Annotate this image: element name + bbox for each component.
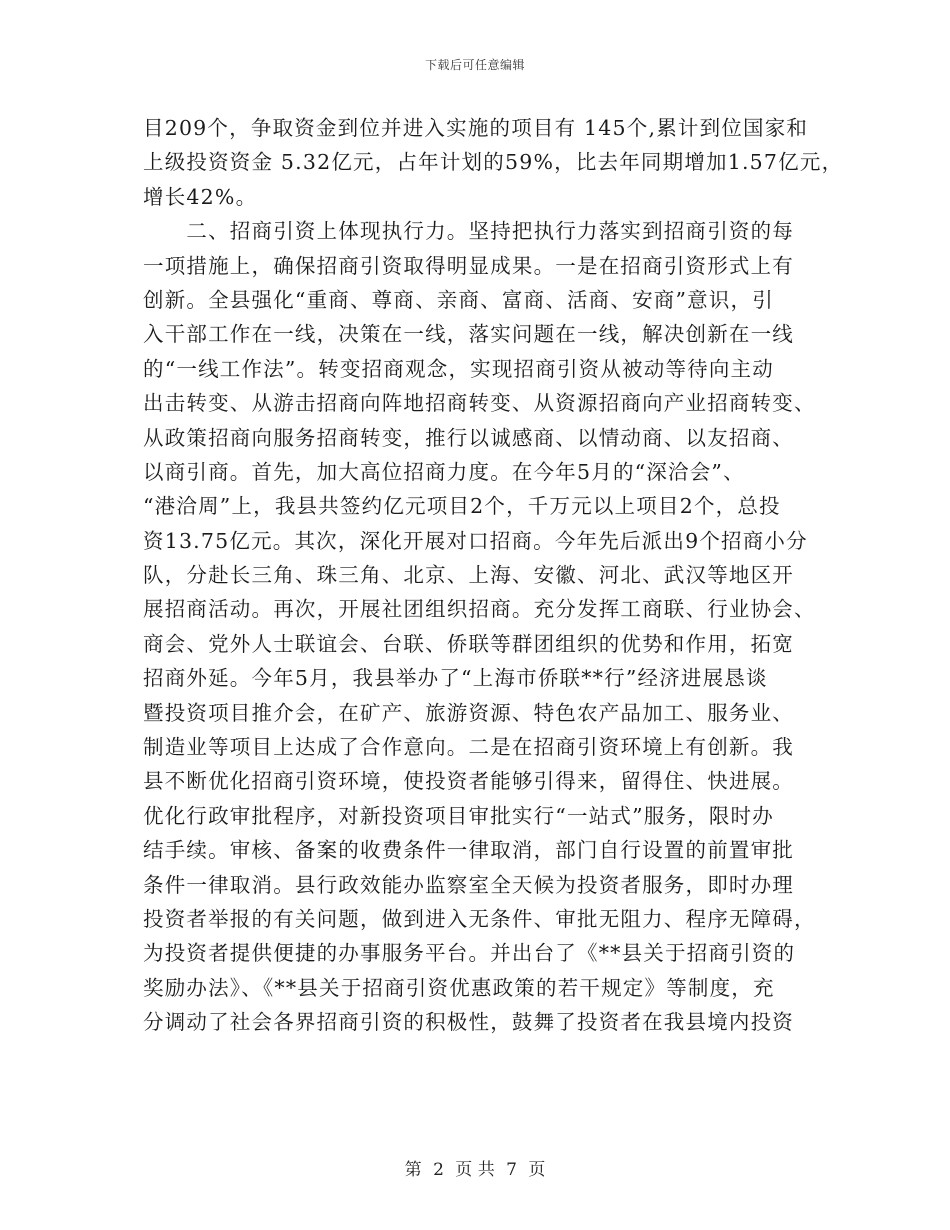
body-line: 优化行政审批程序，对新投资项目审批实行“一站式”服务，限时办 bbox=[143, 803, 774, 828]
body-line: 的“一线工作法”。转变招商观念，实现招商引资从被动等待向主动 bbox=[143, 356, 774, 381]
body-line: 创新。全县强化“重商、尊商、亲商、富商、活商、安商”意识，引 bbox=[143, 287, 774, 312]
body-line: 以商引商。首先，加大高位招商力度。在今年5月的“深洽会”、 bbox=[143, 459, 745, 484]
body-line: 奖励办法》、《**县关于招商引资优惠政策的若干规定》等制度，充 bbox=[143, 975, 775, 1000]
page-footer-suffix: 页 bbox=[528, 1160, 546, 1180]
page-footer-middle: 页 共 bbox=[455, 1160, 495, 1180]
page-footer bbox=[0, 1155, 950, 1180]
document-body bbox=[143, 111, 844, 1040]
total-page-count: 7 bbox=[506, 1160, 517, 1180]
current-page-number: 2 bbox=[433, 1160, 444, 1180]
body-line: 为投资者提供便捷的办事服务平台。并出台了《**县关于招商引资的 bbox=[143, 941, 796, 966]
body-line: 资13.75亿元。其次，深化开展对口招商。今年先后派出9个招商小分 bbox=[143, 528, 808, 553]
body-line: 投资者举报的有关问题，做到进入无条件、审批无阻力、程序无障碍， bbox=[143, 906, 816, 931]
body-line: 入干部工作在一线，决策在一线，落实问题在一线，解决创新在一线 bbox=[143, 322, 794, 347]
body-line: 一项措施上，确保招商引资取得明显成果。一是在招商引资形式上有 bbox=[143, 253, 794, 278]
body-line: 增长42%。 bbox=[143, 184, 258, 209]
body-line: 二、招商引资上体现执行力。坚持把执行力落实到招商引资的每 bbox=[143, 219, 794, 244]
body-line: “港洽周”上，我县共签约亿元项目2个，千万元以上项目2个，总投 bbox=[143, 494, 781, 519]
body-line: 县不断优化招商引资环境，使投资者能够引得来，留得住、快进展。 bbox=[143, 769, 794, 794]
body-line: 招商外延。今年5月，我县举办了“上海市侨联**行”经济进展恳谈 bbox=[143, 666, 768, 691]
body-line: 出击转变、从游击招商向阵地招商转变、从资源招商向产业招商转变、 bbox=[143, 391, 816, 416]
body-line: 商会、党外人士联谊会、台联、侨联等群团组织的优势和作用，拓宽 bbox=[143, 631, 794, 656]
body-line: 目209个，争取资金到位并进入实施的项目有 145个,累计到位国家和 bbox=[143, 116, 809, 140]
body-line: 结手续。审核、备案的收费条件一律取消，部门自行设置的前置审批 bbox=[143, 838, 794, 863]
body-line: 展招商活动。再次，开展社团组织招商。充分发挥工商联、行业协会、 bbox=[143, 597, 816, 622]
body-line: 队，分赴长三角、珠三角、北京、上海、安徽、河北、武汉等地区开 bbox=[143, 563, 794, 588]
page-header: 下载后可任意编辑 bbox=[424, 58, 525, 72]
body-line: 暨投资项目推介会，在矿产、旅游资源、特色农产品加工、服务业、 bbox=[143, 700, 794, 725]
body-line: 分调动了社会各界招商引资的积极性，鼓舞了投资者在我县境内投资 bbox=[143, 1010, 794, 1035]
page-footer-prefix: 第 bbox=[404, 1160, 422, 1180]
body-line: 条件一律取消。县行政效能办监察室全天候为投资者服务，即时办理 bbox=[143, 872, 794, 897]
body-line: 从政策招商向服务招商转变，推行以诚感商、以情动商、以友招商、 bbox=[143, 425, 794, 450]
body-line: 制造业等项目上达成了合作意向。二是在招商引资环境上有创新。我 bbox=[143, 735, 794, 760]
body-line: 上级投资资金 5.32亿元，占年计划的59%，比去年同期增加1.57亿元， bbox=[143, 150, 844, 175]
